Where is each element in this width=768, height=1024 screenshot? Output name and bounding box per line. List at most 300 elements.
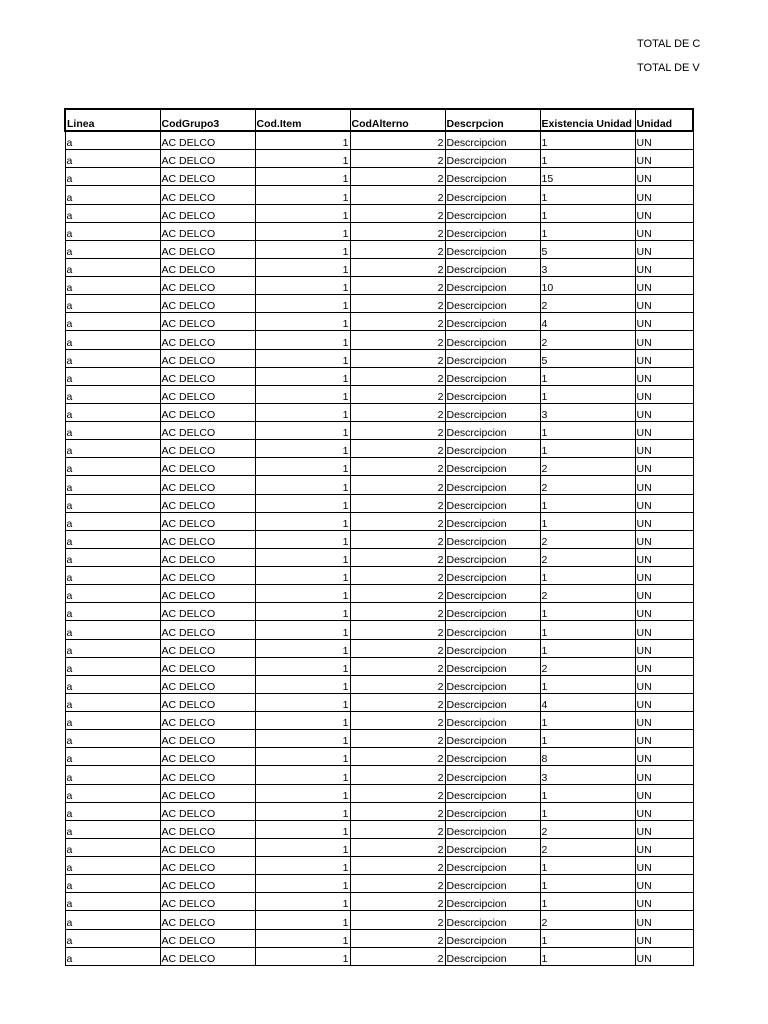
cell-codalterno: 2	[350, 367, 445, 385]
cell-codgrupo3: AC DELCO	[160, 440, 255, 458]
cell-cod-item: 1	[255, 567, 350, 585]
table-row	[65, 857, 693, 875]
cell-cod-item: 1	[255, 603, 350, 621]
cell-codalterno: 2	[350, 875, 445, 893]
table-row	[65, 204, 693, 222]
cell-linea: a	[65, 802, 160, 820]
cell-codalterno: 2	[350, 675, 445, 693]
cell-existencia-unidad: 1	[540, 512, 635, 530]
cell-unidad: UN	[635, 403, 693, 421]
cell-codalterno: 2	[350, 748, 445, 766]
cell-cod-item: 1	[255, 258, 350, 276]
header-codgrupo3: CodGrupo3	[160, 109, 255, 131]
cell-cod-item: 1	[255, 748, 350, 766]
cell-cod-item: 1	[255, 639, 350, 657]
cell-existencia-unidad: 2	[540, 838, 635, 856]
cell-cod-item: 1	[255, 512, 350, 530]
cell-codalterno: 2	[350, 712, 445, 730]
cell-linea: a	[65, 911, 160, 929]
cell-codgrupo3: AC DELCO	[160, 893, 255, 911]
cell-codgrupo3: AC DELCO	[160, 240, 255, 258]
cell-existencia-unidad: 2	[540, 476, 635, 494]
cell-codalterno: 2	[350, 947, 445, 965]
cell-codgrupo3: AC DELCO	[160, 784, 255, 802]
cell-existencia-unidad: 2	[540, 585, 635, 603]
cell-unidad: UN	[635, 911, 693, 929]
cell-descripcion: Descrcipcion	[445, 530, 540, 548]
cell-unidad: UN	[635, 893, 693, 911]
cell-existencia-unidad: 1	[540, 131, 635, 150]
cell-cod-item: 1	[255, 277, 350, 295]
cell-unidad: UN	[635, 675, 693, 693]
cell-descripcion: Descrcipcion	[445, 512, 540, 530]
cell-descripcion: Descrcipcion	[445, 331, 540, 349]
cell-codgrupo3: AC DELCO	[160, 204, 255, 222]
cell-codalterno: 2	[350, 766, 445, 784]
cell-descripcion: Descrcipcion	[445, 911, 540, 929]
cell-descripcion: Descrcipcion	[445, 458, 540, 476]
cell-linea: a	[65, 693, 160, 711]
cell-codalterno: 2	[350, 693, 445, 711]
table-row	[65, 331, 693, 349]
cell-codgrupo3: AC DELCO	[160, 802, 255, 820]
table-row	[65, 168, 693, 186]
cell-descripcion: Descrcipcion	[445, 585, 540, 603]
cell-codalterno: 2	[350, 458, 445, 476]
cell-linea: a	[65, 222, 160, 240]
cell-descripcion: Descrcipcion	[445, 440, 540, 458]
cell-descripcion: Descrcipcion	[445, 150, 540, 168]
table-row	[65, 367, 693, 385]
cell-cod-item: 1	[255, 150, 350, 168]
cell-descripcion: Descrcipcion	[445, 168, 540, 186]
cell-codalterno: 2	[350, 131, 445, 150]
cell-linea: a	[65, 131, 160, 150]
cell-codgrupo3: AC DELCO	[160, 367, 255, 385]
cell-cod-item: 1	[255, 494, 350, 512]
table-row	[65, 766, 693, 784]
cell-existencia-unidad: 1	[540, 639, 635, 657]
cell-existencia-unidad: 2	[540, 530, 635, 548]
total-line-1: TOTAL DE C	[637, 38, 701, 50]
table-row	[65, 313, 693, 331]
cell-cod-item: 1	[255, 295, 350, 313]
table-row	[65, 277, 693, 295]
cell-codgrupo3: AC DELCO	[160, 712, 255, 730]
table-row	[65, 748, 693, 766]
table-row	[65, 422, 693, 440]
table-row	[65, 820, 693, 838]
header-unidad: Unidad	[635, 109, 693, 131]
cell-linea: a	[65, 947, 160, 965]
cell-codalterno: 2	[350, 893, 445, 911]
cell-linea: a	[65, 784, 160, 802]
cell-linea: a	[65, 820, 160, 838]
table-row	[65, 784, 693, 802]
cell-linea: a	[65, 657, 160, 675]
cell-cod-item: 1	[255, 766, 350, 784]
cell-codalterno: 2	[350, 657, 445, 675]
cell-existencia-unidad: 1	[540, 784, 635, 802]
cell-cod-item: 1	[255, 693, 350, 711]
cell-linea: a	[65, 748, 160, 766]
cell-codalterno: 2	[350, 911, 445, 929]
cell-codalterno: 2	[350, 258, 445, 276]
cell-codgrupo3: AC DELCO	[160, 748, 255, 766]
cell-descripcion: Descrcipcion	[445, 476, 540, 494]
cell-linea: a	[65, 458, 160, 476]
cell-descripcion: Descrcipcion	[445, 621, 540, 639]
cell-existencia-unidad: 1	[540, 675, 635, 693]
cell-codgrupo3: AC DELCO	[160, 693, 255, 711]
cell-codgrupo3: AC DELCO	[160, 494, 255, 512]
cell-cod-item: 1	[255, 657, 350, 675]
cell-descripcion: Descrcipcion	[445, 893, 540, 911]
cell-codalterno: 2	[350, 530, 445, 548]
cell-existencia-unidad: 10	[540, 277, 635, 295]
cell-existencia-unidad: 1	[540, 621, 635, 639]
cell-unidad: UN	[635, 603, 693, 621]
table-row	[65, 693, 693, 711]
cell-codalterno: 2	[350, 639, 445, 657]
cell-existencia-unidad: 1	[540, 440, 635, 458]
table-row	[65, 893, 693, 911]
cell-existencia-unidad: 1	[540, 875, 635, 893]
cell-descripcion: Descrcipcion	[445, 222, 540, 240]
cell-codgrupo3: AC DELCO	[160, 168, 255, 186]
cell-descripcion: Descrcipcion	[445, 639, 540, 657]
cell-existencia-unidad: 1	[540, 367, 635, 385]
table-row	[65, 186, 693, 204]
cell-unidad: UN	[635, 240, 693, 258]
cell-codgrupo3: AC DELCO	[160, 295, 255, 313]
cell-existencia-unidad: 8	[540, 748, 635, 766]
cell-descripcion: Descrcipcion	[445, 712, 540, 730]
table-row	[65, 440, 693, 458]
cell-linea: a	[65, 204, 160, 222]
cell-existencia-unidad: 1	[540, 567, 635, 585]
cell-linea: a	[65, 385, 160, 403]
table-row	[65, 585, 693, 603]
table-row	[65, 657, 693, 675]
cell-descripcion: Descrcipcion	[445, 766, 540, 784]
cell-cod-item: 1	[255, 875, 350, 893]
cell-codgrupo3: AC DELCO	[160, 277, 255, 295]
cell-codalterno: 2	[350, 385, 445, 403]
table-row	[65, 875, 693, 893]
cell-unidad: UN	[635, 150, 693, 168]
cell-linea: a	[65, 150, 160, 168]
cell-unidad: UN	[635, 947, 693, 965]
table-row	[65, 530, 693, 548]
cell-linea: a	[65, 675, 160, 693]
cell-cod-item: 1	[255, 131, 350, 150]
cell-codalterno: 2	[350, 929, 445, 947]
header-cod-item: Cod.Item	[255, 109, 350, 131]
cell-codalterno: 2	[350, 476, 445, 494]
cell-linea: a	[65, 548, 160, 566]
cell-linea: a	[65, 403, 160, 421]
cell-codalterno: 2	[350, 820, 445, 838]
cell-existencia-unidad: 15	[540, 168, 635, 186]
cell-codalterno: 2	[350, 331, 445, 349]
table-row	[65, 403, 693, 421]
cell-existencia-unidad: 1	[540, 385, 635, 403]
cell-descripcion: Descrcipcion	[445, 131, 540, 150]
cell-codgrupo3: AC DELCO	[160, 476, 255, 494]
cell-descripcion: Descrcipcion	[445, 857, 540, 875]
table-row	[65, 476, 693, 494]
cell-codgrupo3: AC DELCO	[160, 585, 255, 603]
cell-linea: a	[65, 893, 160, 911]
cell-existencia-unidad: 2	[540, 911, 635, 929]
cell-linea: a	[65, 422, 160, 440]
cell-codalterno: 2	[350, 621, 445, 639]
cell-cod-item: 1	[255, 712, 350, 730]
cell-linea: a	[65, 766, 160, 784]
cell-descripcion: Descrcipcion	[445, 657, 540, 675]
table-row	[65, 603, 693, 621]
cell-linea: a	[65, 240, 160, 258]
cell-existencia-unidad: 1	[540, 150, 635, 168]
cell-cod-item: 1	[255, 476, 350, 494]
cell-existencia-unidad: 4	[540, 313, 635, 331]
cell-codgrupo3: AC DELCO	[160, 820, 255, 838]
cell-unidad: UN	[635, 367, 693, 385]
table-row	[65, 458, 693, 476]
cell-linea: a	[65, 875, 160, 893]
cell-codgrupo3: AC DELCO	[160, 186, 255, 204]
table-row	[65, 548, 693, 566]
cell-unidad: UN	[635, 385, 693, 403]
cell-codalterno: 2	[350, 838, 445, 856]
cell-codgrupo3: AC DELCO	[160, 875, 255, 893]
cell-codalterno: 2	[350, 349, 445, 367]
cell-unidad: UN	[635, 168, 693, 186]
cell-codgrupo3: AC DELCO	[160, 947, 255, 965]
cell-descripcion: Descrcipcion	[445, 367, 540, 385]
cell-codalterno: 2	[350, 222, 445, 240]
cell-cod-item: 1	[255, 548, 350, 566]
cell-unidad: UN	[635, 331, 693, 349]
table-row	[65, 838, 693, 856]
cell-existencia-unidad: 2	[540, 458, 635, 476]
cell-existencia-unidad: 1	[540, 603, 635, 621]
cell-unidad: UN	[635, 440, 693, 458]
cell-unidad: UN	[635, 476, 693, 494]
cell-unidad: UN	[635, 186, 693, 204]
cell-cod-item: 1	[255, 802, 350, 820]
cell-unidad: UN	[635, 313, 693, 331]
cell-existencia-unidad: 2	[540, 657, 635, 675]
inventory-table	[64, 108, 694, 966]
cell-linea: a	[65, 331, 160, 349]
cell-codgrupo3: AC DELCO	[160, 258, 255, 276]
cell-unidad: UN	[635, 258, 693, 276]
cell-linea: a	[65, 603, 160, 621]
cell-codgrupo3: AC DELCO	[160, 621, 255, 639]
cell-codgrupo3: AC DELCO	[160, 422, 255, 440]
cell-cod-item: 1	[255, 349, 350, 367]
cell-unidad: UN	[635, 802, 693, 820]
cell-unidad: UN	[635, 222, 693, 240]
cell-codgrupo3: AC DELCO	[160, 313, 255, 331]
cell-unidad: UN	[635, 693, 693, 711]
cell-cod-item: 1	[255, 820, 350, 838]
cell-unidad: UN	[635, 567, 693, 585]
table-row	[65, 222, 693, 240]
cell-codalterno: 2	[350, 422, 445, 440]
cell-linea: a	[65, 712, 160, 730]
table-row	[65, 567, 693, 585]
cell-linea: a	[65, 857, 160, 875]
table-row	[65, 929, 693, 947]
cell-unidad: UN	[635, 857, 693, 875]
table-row	[65, 150, 693, 168]
cell-linea: a	[65, 295, 160, 313]
cell-codalterno: 2	[350, 802, 445, 820]
cell-linea: a	[65, 530, 160, 548]
table-row	[65, 730, 693, 748]
cell-unidad: UN	[635, 512, 693, 530]
cell-codgrupo3: AC DELCO	[160, 331, 255, 349]
cell-existencia-unidad: 1	[540, 204, 635, 222]
table-row	[65, 947, 693, 965]
cell-cod-item: 1	[255, 893, 350, 911]
cell-codgrupo3: AC DELCO	[160, 911, 255, 929]
cell-descripcion: Descrcipcion	[445, 349, 540, 367]
cell-codgrupo3: AC DELCO	[160, 657, 255, 675]
cell-codgrupo3: AC DELCO	[160, 349, 255, 367]
cell-descripcion: Descrcipcion	[445, 204, 540, 222]
cell-existencia-unidad: 3	[540, 766, 635, 784]
cell-codgrupo3: AC DELCO	[160, 530, 255, 548]
cell-cod-item: 1	[255, 838, 350, 856]
cell-descripcion: Descrcipcion	[445, 277, 540, 295]
table-row	[65, 712, 693, 730]
cell-codgrupo3: AC DELCO	[160, 512, 255, 530]
cell-cod-item: 1	[255, 947, 350, 965]
cell-codgrupo3: AC DELCO	[160, 929, 255, 947]
cell-existencia-unidad: 1	[540, 893, 635, 911]
cell-codgrupo3: AC DELCO	[160, 385, 255, 403]
cell-descripcion: Descrcipcion	[445, 730, 540, 748]
cell-codalterno: 2	[350, 585, 445, 603]
table-row	[65, 512, 693, 530]
table-row	[65, 621, 693, 639]
cell-linea: a	[65, 367, 160, 385]
cell-unidad: UN	[635, 295, 693, 313]
cell-unidad: UN	[635, 621, 693, 639]
cell-existencia-unidad: 2	[540, 820, 635, 838]
cell-codalterno: 2	[350, 784, 445, 802]
cell-unidad: UN	[635, 639, 693, 657]
table-row	[65, 349, 693, 367]
cell-cod-item: 1	[255, 440, 350, 458]
cell-codalterno: 2	[350, 186, 445, 204]
cell-descripcion: Descrcipcion	[445, 240, 540, 258]
cell-cod-item: 1	[255, 621, 350, 639]
cell-linea: a	[65, 494, 160, 512]
cell-linea: a	[65, 585, 160, 603]
cell-cod-item: 1	[255, 240, 350, 258]
cell-unidad: UN	[635, 204, 693, 222]
cell-cod-item: 1	[255, 585, 350, 603]
cell-codgrupo3: AC DELCO	[160, 639, 255, 657]
cell-codgrupo3: AC DELCO	[160, 766, 255, 784]
cell-linea: a	[65, 186, 160, 204]
cell-existencia-unidad: 3	[540, 258, 635, 276]
cell-descripcion: Descrcipcion	[445, 675, 540, 693]
cell-codalterno: 2	[350, 512, 445, 530]
cell-codgrupo3: AC DELCO	[160, 603, 255, 621]
cell-existencia-unidad: 2	[540, 295, 635, 313]
cell-unidad: UN	[635, 748, 693, 766]
cell-descripcion: Descrcipcion	[445, 947, 540, 965]
cell-codgrupo3: AC DELCO	[160, 567, 255, 585]
cell-codgrupo3: AC DELCO	[160, 675, 255, 693]
table-row	[65, 675, 693, 693]
table-row	[65, 240, 693, 258]
cell-existencia-unidad: 4	[540, 693, 635, 711]
totals-header	[637, 38, 701, 74]
cell-cod-item: 1	[255, 911, 350, 929]
cell-codalterno: 2	[350, 150, 445, 168]
table-row	[65, 258, 693, 276]
cell-cod-item: 1	[255, 222, 350, 240]
cell-codalterno: 2	[350, 440, 445, 458]
cell-unidad: UN	[635, 766, 693, 784]
cell-cod-item: 1	[255, 313, 350, 331]
cell-existencia-unidad: 2	[540, 331, 635, 349]
table-row	[65, 295, 693, 313]
cell-linea: a	[65, 567, 160, 585]
cell-unidad: UN	[635, 657, 693, 675]
table-row	[65, 802, 693, 820]
cell-descripcion: Descrcipcion	[445, 385, 540, 403]
header-existencia-unidad: Existencia Unidad	[540, 109, 635, 131]
header-codalterno: CodAlterno	[350, 109, 445, 131]
cell-codalterno: 2	[350, 603, 445, 621]
header-descripcion: Descrpcion	[445, 109, 540, 131]
cell-descripcion: Descrcipcion	[445, 403, 540, 421]
cell-codalterno: 2	[350, 857, 445, 875]
table-row	[65, 639, 693, 657]
cell-unidad: UN	[635, 820, 693, 838]
cell-descripcion: Descrcipcion	[445, 693, 540, 711]
table-row	[65, 131, 693, 150]
cell-cod-item: 1	[255, 186, 350, 204]
table-body	[65, 131, 693, 965]
cell-unidad: UN	[635, 494, 693, 512]
cell-descripcion: Descrcipcion	[445, 422, 540, 440]
cell-existencia-unidad: 2	[540, 548, 635, 566]
cell-descripcion: Descrcipcion	[445, 929, 540, 947]
cell-linea: a	[65, 730, 160, 748]
cell-unidad: UN	[635, 929, 693, 947]
cell-unidad: UN	[635, 458, 693, 476]
cell-codalterno: 2	[350, 567, 445, 585]
cell-unidad: UN	[635, 548, 693, 566]
cell-cod-item: 1	[255, 730, 350, 748]
cell-codalterno: 2	[350, 403, 445, 421]
cell-unidad: UN	[635, 530, 693, 548]
cell-cod-item: 1	[255, 929, 350, 947]
cell-descripcion: Descrcipcion	[445, 567, 540, 585]
header-row	[65, 109, 693, 131]
cell-cod-item: 1	[255, 422, 350, 440]
cell-descripcion: Descrcipcion	[445, 802, 540, 820]
